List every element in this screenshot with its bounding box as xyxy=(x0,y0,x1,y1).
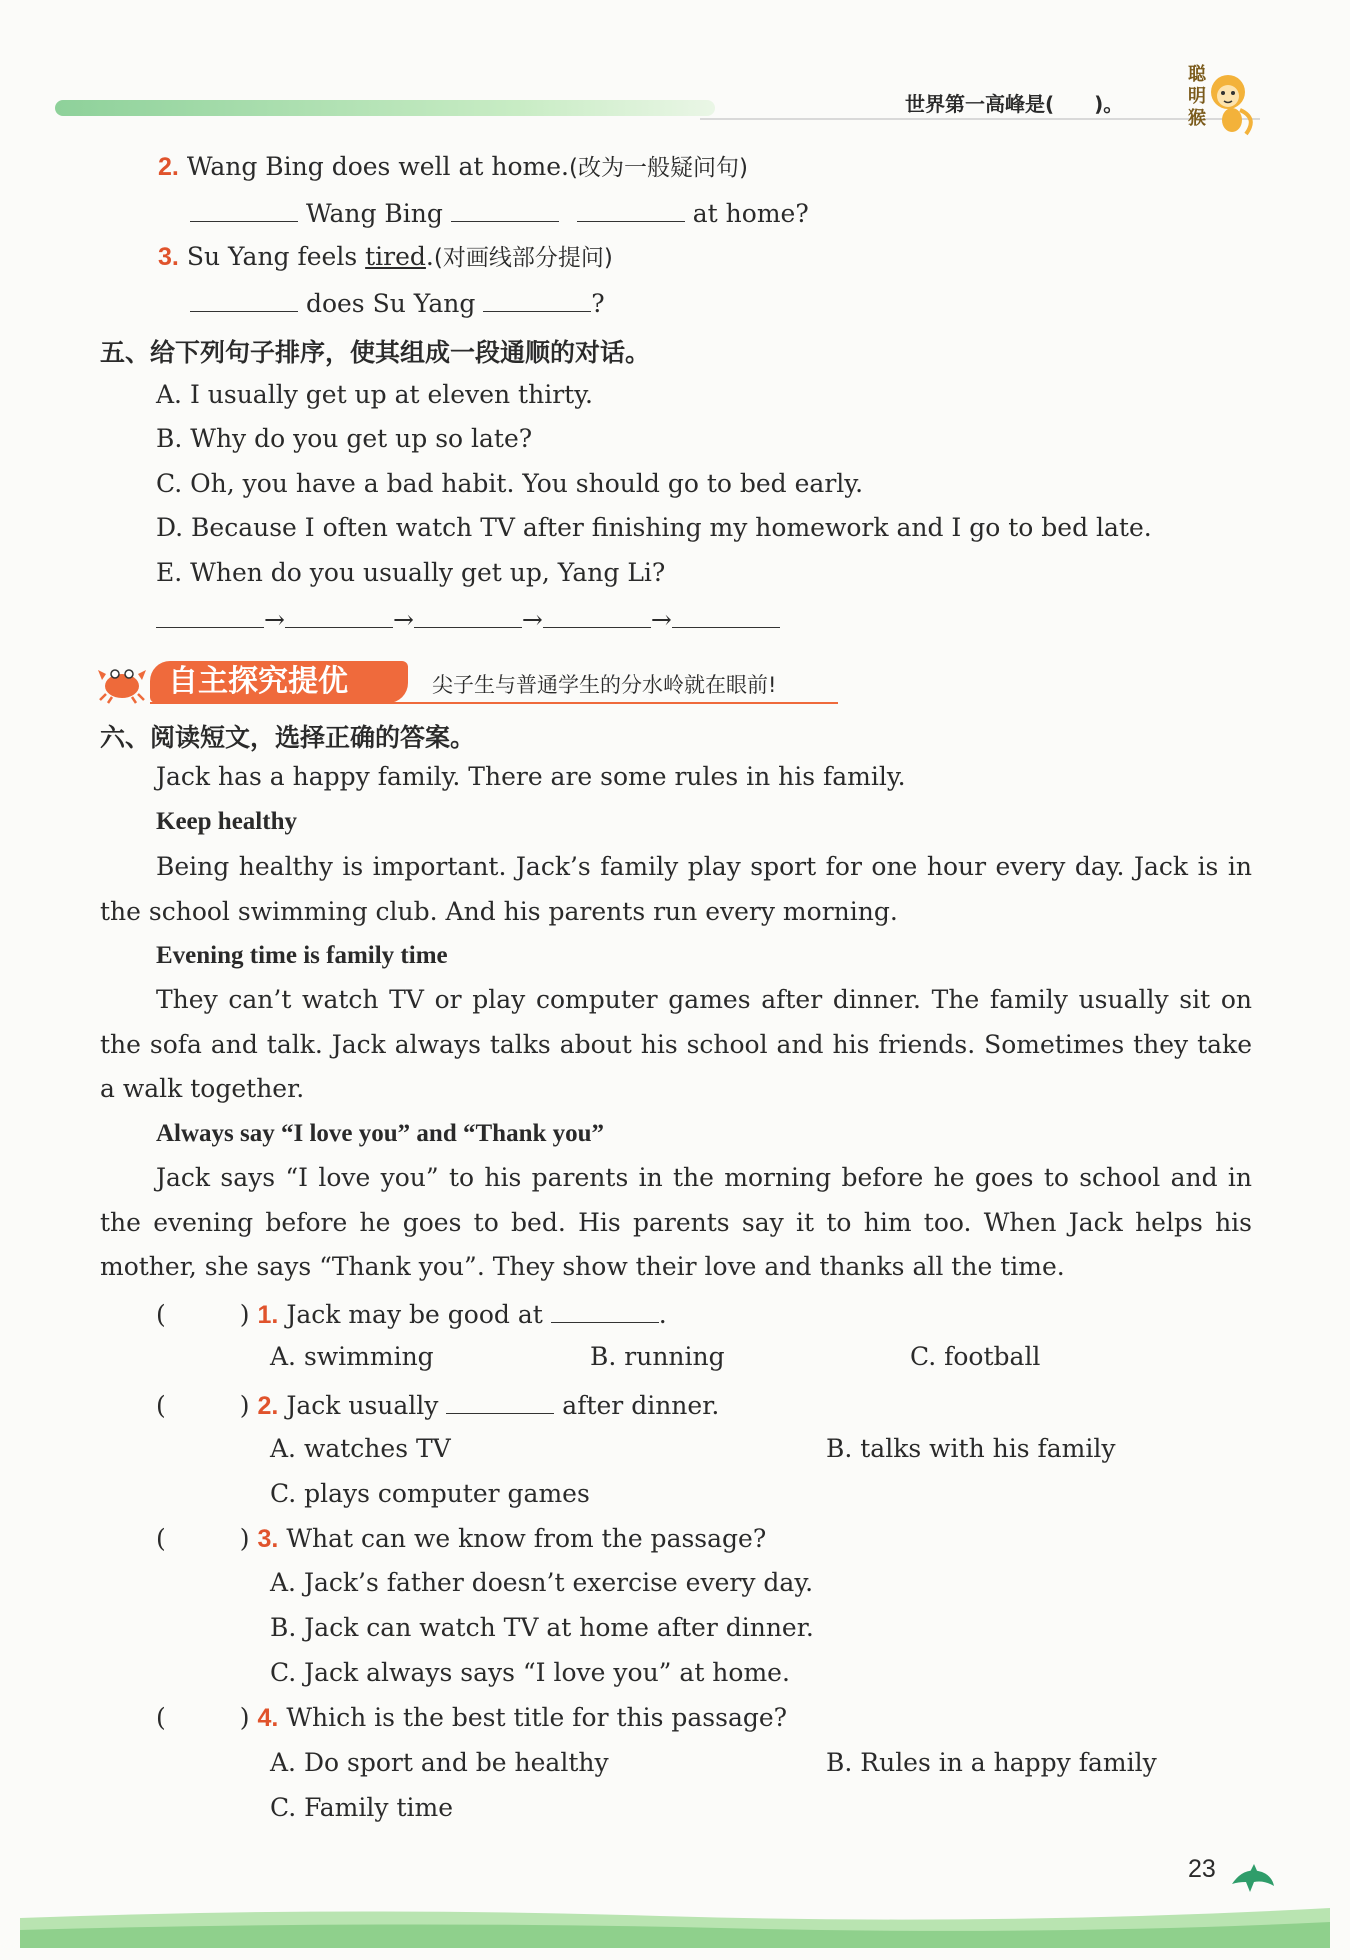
passage-heading-1: Keep healthy xyxy=(156,808,297,835)
arrow-icon: → xyxy=(650,605,672,634)
option[interactable]: C. Jack always says “I love you” at home. xyxy=(270,1658,790,1687)
blank[interactable] xyxy=(156,603,264,628)
blank[interactable] xyxy=(446,1389,554,1414)
question-stem: . xyxy=(658,1300,667,1329)
answer-text: at home? xyxy=(692,199,809,228)
option[interactable]: B. Rules in a happy family xyxy=(826,1748,1157,1777)
passage-paragraph-2: They can’t watch TV or play computer games after dinner. The family usually sit on the sofa and talk. Jack always talks about his school and his friends. Sometimes they take a walk together. xyxy=(100,985,1252,1103)
section-5-title: 五、给下列句子排序，使其组成一段通顺的对话。 xyxy=(100,338,651,367)
answer-paren[interactable]: ( ) xyxy=(156,1524,258,1553)
order-answer-line xyxy=(156,603,780,635)
question-number: 3. xyxy=(257,1525,279,1553)
question-stem: Jack may be good at xyxy=(286,1300,551,1329)
question-stem: Jack usually xyxy=(286,1391,447,1420)
option[interactable]: C. football xyxy=(910,1342,1041,1371)
mc-question-1 xyxy=(156,1298,667,1330)
page-number: 23 xyxy=(1188,1855,1216,1883)
question-hint: (对画线部分提问) xyxy=(433,245,613,271)
banner-label: 自主探究提优 xyxy=(168,664,348,699)
passage-paragraph-1: Being healthy is important. Jack’s family play sport for one hour every day. Jack is in the school swimming club. And his parents run every morning. xyxy=(100,852,1252,926)
question-number: 3. xyxy=(158,243,179,271)
answer-line-2 xyxy=(190,197,809,229)
blank[interactable] xyxy=(451,197,559,222)
blank[interactable] xyxy=(190,197,298,222)
arrow-icon: → xyxy=(521,605,543,634)
question-text: Su Yang feels xyxy=(186,242,366,271)
question-3 xyxy=(158,242,613,273)
footer-green-wave xyxy=(20,1898,1330,1948)
question-stem: What can we know from the passage? xyxy=(286,1524,767,1553)
sentence-b: B. Why do you get up so late? xyxy=(156,424,533,453)
question-stem: Which is the best title for this passage? xyxy=(286,1703,788,1732)
blank[interactable] xyxy=(543,603,651,628)
answer-text: does Su Yang xyxy=(305,289,476,318)
option[interactable]: A. watches TV xyxy=(270,1434,451,1463)
mc-question-2 xyxy=(156,1389,719,1421)
mc-question-3 xyxy=(156,1524,766,1554)
question-2 xyxy=(158,152,748,183)
question-number: 1. xyxy=(257,1301,279,1329)
arrow-icon: → xyxy=(392,605,414,634)
blank[interactable] xyxy=(577,197,685,222)
answer-text: Wang Bing xyxy=(305,199,443,228)
sentence-a: A. I usually get up at eleven thirty. xyxy=(156,380,593,409)
mc-question-4 xyxy=(156,1703,787,1733)
header-green-bar xyxy=(55,100,715,116)
sentence-e: E. When do you usually get up, Yang Li? xyxy=(156,558,666,587)
banner-slogan: 尖子生与普通学生的分水岭就在眼前! xyxy=(432,673,777,697)
answer-paren[interactable]: ( ) xyxy=(156,1703,258,1732)
question-text: . xyxy=(425,242,434,271)
banner-underline xyxy=(150,702,838,704)
option[interactable]: B. talks with his family xyxy=(826,1434,1116,1463)
answer-text: ? xyxy=(591,289,605,318)
sentence-d: D. Because I often watch TV after finishing my homework and I go to bed late. xyxy=(156,513,1152,542)
blank[interactable] xyxy=(672,603,780,628)
question-number: 4. xyxy=(257,1704,279,1732)
header-quiz: 世界第一高峰是( )。 xyxy=(905,92,1124,116)
question-stem: after dinner. xyxy=(554,1391,720,1420)
option[interactable]: B. running xyxy=(590,1342,725,1371)
section-6-title: 六、阅读短文，选择正确的答案。 xyxy=(100,723,476,752)
answer-line-3 xyxy=(190,287,605,319)
question-hint: (改为一般疑问句) xyxy=(568,155,748,181)
question-text: Wang Bing does well at home. xyxy=(186,152,569,181)
dolphin-icon xyxy=(1228,1860,1276,1896)
sentence-c: C. Oh, you have a bad habit. You should go to bed early. xyxy=(156,469,864,498)
answer-paren[interactable]: ( ) xyxy=(156,1300,258,1329)
crab-icon xyxy=(96,660,148,704)
header-line xyxy=(700,118,1260,120)
mascot-label: 聪明猴 xyxy=(1188,64,1206,129)
passage-heading-3: Always say “I love you” and “Thank you” xyxy=(156,1120,605,1147)
option[interactable]: A. Jack’s father doesn’t exercise every day. xyxy=(270,1568,814,1597)
blank[interactable] xyxy=(414,603,522,628)
blank[interactable] xyxy=(285,603,393,628)
passage-intro: Jack has a happy family. There are some rules in his family. xyxy=(156,762,906,791)
answer-paren[interactable]: ( ) xyxy=(156,1391,258,1420)
option[interactable]: C. plays computer games xyxy=(270,1479,590,1508)
arrow-icon: → xyxy=(264,605,285,634)
blank[interactable] xyxy=(190,287,298,312)
option[interactable]: A. Do sport and be healthy xyxy=(270,1748,609,1777)
blank[interactable] xyxy=(551,1298,659,1323)
passage-paragraph-3: Jack says “I love you” to his parents in the morning before he goes to school and in the evening before he goes to bed. His parents say it to him too. When Jack helps his mother, she says “Thank you”. They show their love and thanks all the time. xyxy=(100,1163,1252,1281)
option[interactable]: A. swimming xyxy=(270,1342,434,1371)
question-number: 2. xyxy=(158,153,179,181)
question-number: 2. xyxy=(257,1392,279,1420)
passage-heading-2: Evening time is family time xyxy=(156,942,448,969)
option[interactable]: B. Jack can watch TV at home after dinner. xyxy=(270,1613,814,1642)
blank[interactable] xyxy=(483,287,591,312)
underlined-word: tired xyxy=(365,242,426,271)
option[interactable]: C. Family time xyxy=(270,1793,453,1822)
